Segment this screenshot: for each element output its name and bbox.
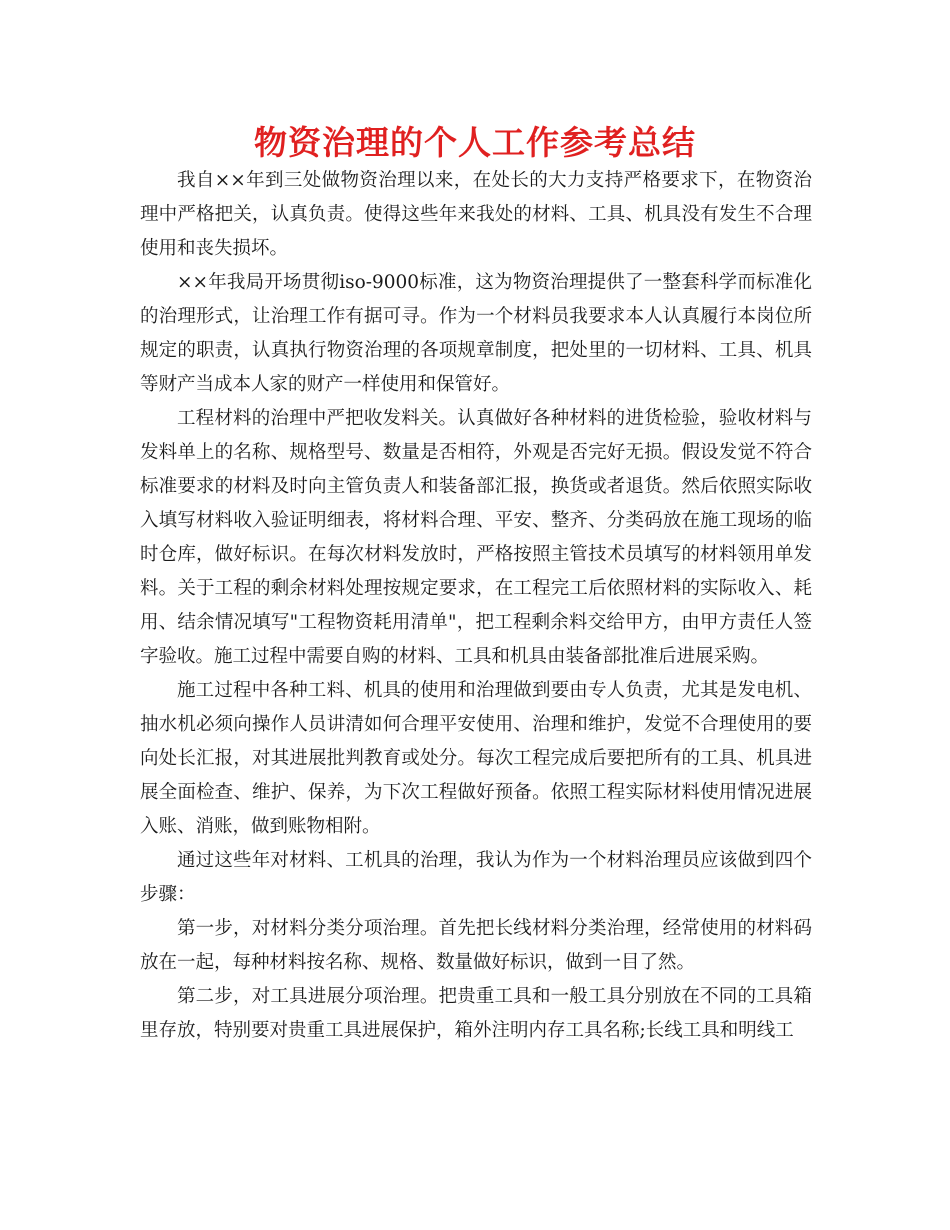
paragraph: 第一步，对材料分类分项治理。首先把长线材料分类治理，经常使用的材料码放在一起，每种材料按名称、规格、数量做好标识，做到一目了然。	[140, 918, 812, 973]
paragraph: 第二步，对工具进展分项治理。把贵重工具和一般工具分别放在不同的工具箱里存放，特别要对贵重工具进展保护，箱外注明内存工具名称;长线工具和明线工	[140, 986, 812, 1041]
document-title: 物资治理的个人工作参考总结	[254, 123, 696, 162]
paragraph: 工程材料的治理中严把收发料关。认真做好各种材料的进货检验，验收材料与发料单上的名称、规格型号、数量是否相符，外观是否完好无损。假设发觉不符合标准要求的材料及时向主管负责人和装备部汇报，换货或者退货。然后依照实际收入填写材料收入验证明细表，将材料合理、平安、整齐、分类码放在施工现场的临时仓库，做好标识。在每次材料发放时，严格按照主管技术员填写的材料领用单发料。关于工程的剩余材料处理按规定要求，在工程完工后依照材料的实际收入、耗用、结余情况填写"工程物资耗用清单"，把工程剩余料交给甲方，由甲方责任人签字验收。施工过程中需要自购的材料、工具和机具由装备部批准后进展采购。	[140, 408, 812, 667]
paragraph: 我自××年到三处做物资治理以来，在处长的大力支持严格要求下，在物资治理中严格把关，认真负责。使得这些年来我处的材料、工具、机具没有发生不合理使用和丧失损坏。	[140, 170, 812, 259]
paragraph: ××年我局开场贯彻iso-9000标准，这为物资治理提供了一整套科学而标准化的治理形式，让治理工作有据可寻。作为一个材料员我要求本人认真履行本岗位所规定的职责，认真执行物资治理的各项规章制度，把处里的一切材料、工具、机具等财产当成本人家的财产一样使用和保管好。	[140, 272, 812, 395]
paragraph: 通过这些年对材料、工机具的治理，我认为作为一个材料治理员应该做到四个步骤：	[140, 850, 812, 905]
paragraph: 施工过程中各种工料、机具的使用和治理做到要由专人负责，尤其是发电机、抽水机必须向操作人员讲清如何合理平安使用、治理和维护，发觉不合理使用的要向处长汇报，对其进展批判教育或处分。每次工程完成后要把所有的工具、机具进展全面检查、维护、保养，为下次工程做好预备。依照工程实际材料使用情况进展入账、消账，做到账物相附。	[140, 680, 812, 837]
document-body	[140, 164, 812, 1048]
